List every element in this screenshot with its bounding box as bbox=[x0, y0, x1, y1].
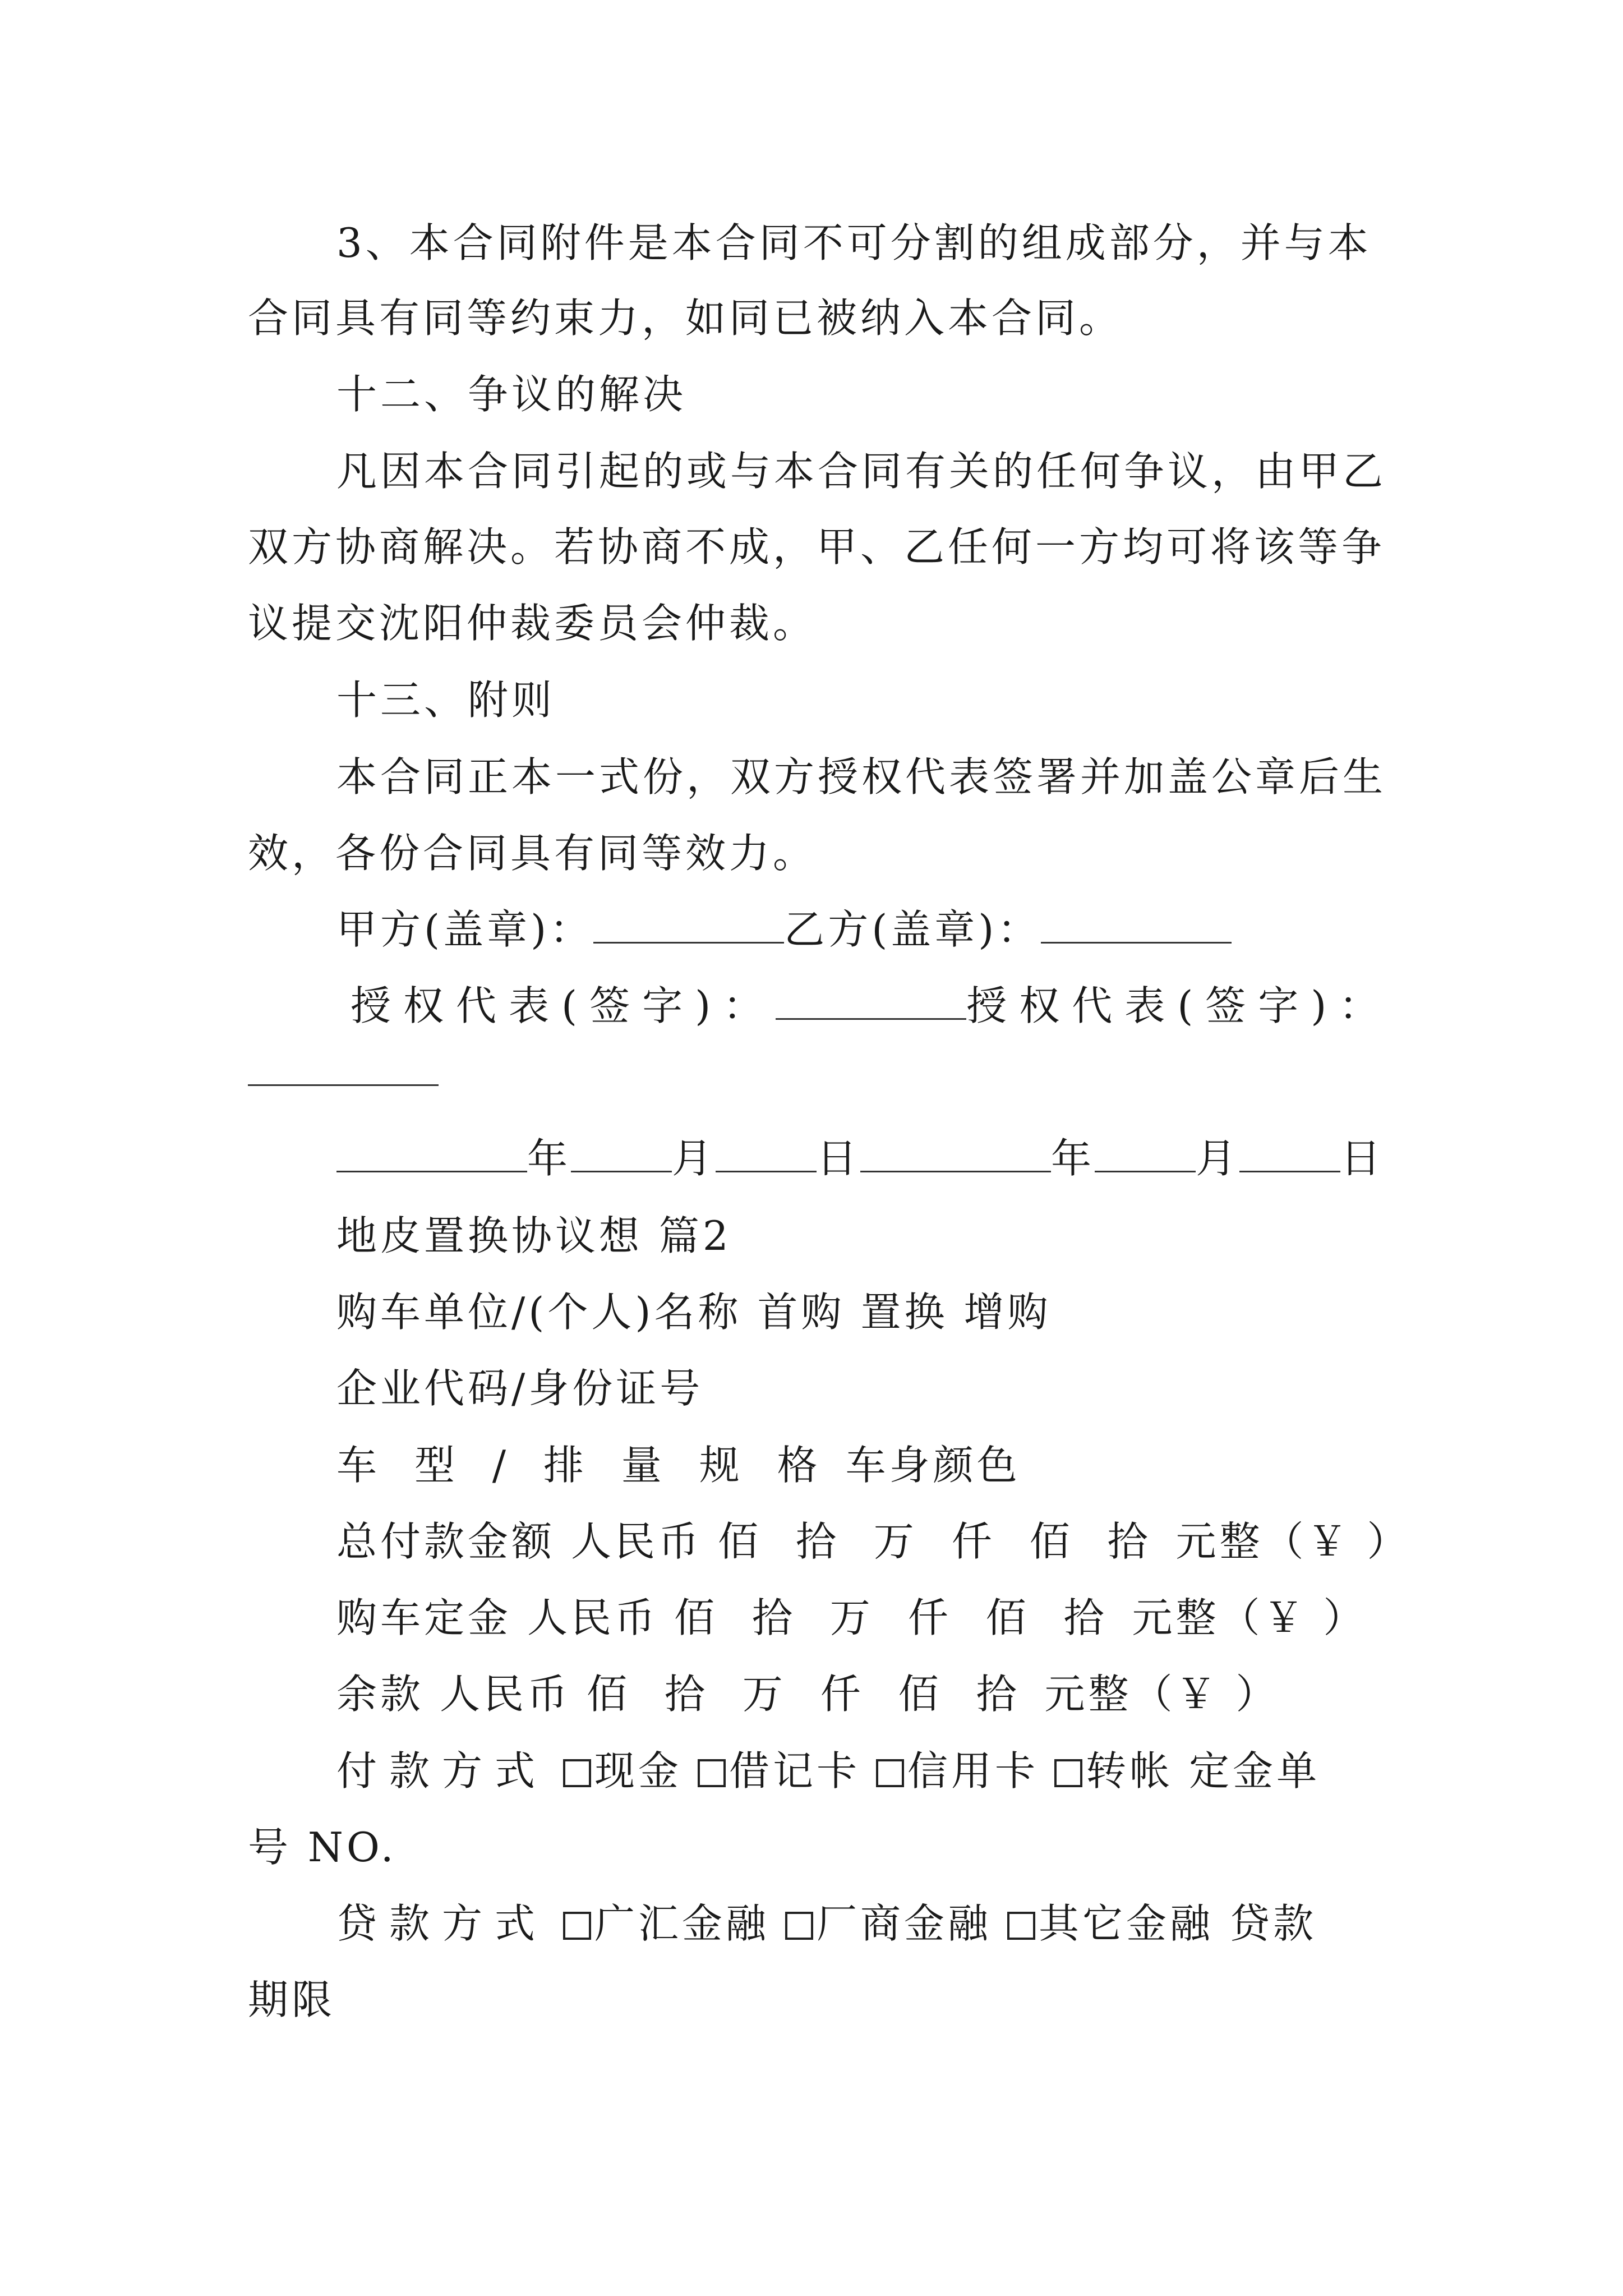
signature-line bbox=[351, 981, 1391, 1031]
paragraph-line: 凡因本合同引起的或与本合同有关的任何争议，由甲乙 bbox=[336, 448, 1387, 495]
date-a-month-blank[interactable] bbox=[571, 1136, 672, 1172]
day-label: 日 bbox=[817, 1135, 861, 1182]
party-b-seal-label: 乙方(盖章)： bbox=[784, 906, 1041, 953]
amount-units: 佰 拾 万 仟 佰 拾 bbox=[587, 1671, 1029, 1718]
rep-sign-b-blank[interactable] bbox=[248, 1050, 439, 1086]
form-row-payment bbox=[336, 1746, 1320, 1796]
transfer-label: 转帐 bbox=[1086, 1747, 1174, 1795]
payment-method-label: 付款方式 bbox=[336, 1747, 548, 1795]
credit-card-checkbox[interactable] bbox=[876, 1759, 904, 1787]
party-a-seal-label: 甲方(盖章)： bbox=[336, 906, 594, 953]
gh-finance-checkbox[interactable] bbox=[563, 1912, 591, 1940]
amount-units: 佰 拾 万 仟 佰 拾 bbox=[674, 1594, 1117, 1641]
paragraph-line: 议提交沈阳仲裁委员会仲裁。 bbox=[248, 600, 817, 647]
rep-sign-a-blank[interactable] bbox=[776, 983, 966, 1020]
total-amount-label: 总付款金额 bbox=[336, 1518, 556, 1565]
rmb-label: 人民币 bbox=[527, 1594, 659, 1641]
month-label: 月 bbox=[1196, 1135, 1240, 1182]
form-row-loan bbox=[336, 1898, 1317, 1949]
paragraph-line: 效，各份合同具有同等效力。 bbox=[248, 830, 817, 877]
date-b-month-blank[interactable] bbox=[1095, 1136, 1196, 1172]
date-a-year-blank[interactable] bbox=[336, 1136, 527, 1172]
rep-sign-b-label: 授权代表(签字)： bbox=[966, 982, 1392, 1029]
paragraph-line: 3、本合同附件是本合同不可分割的组成部分，并与本 bbox=[336, 219, 1372, 266]
rep-sign-a-label: 授权代表(签字)： bbox=[351, 982, 776, 1029]
seal-line bbox=[336, 904, 1232, 955]
date-b-day-blank[interactable] bbox=[1239, 1136, 1340, 1172]
form-row-balance bbox=[336, 1669, 1279, 1719]
body-color-label: 车身颜色 bbox=[845, 1442, 1021, 1489]
yuan-whole-label: 元整（￥ ） bbox=[1132, 1594, 1367, 1641]
cash-label: 现金 bbox=[594, 1747, 683, 1795]
form-row-id: 企业代码/身份证号 bbox=[336, 1365, 704, 1412]
paragraph-line: 双方协商解决。若协商不成，甲、乙任何一方均可将该等争 bbox=[248, 523, 1386, 570]
balance-label: 余款 bbox=[336, 1671, 425, 1718]
rmb-label: 人民币 bbox=[440, 1671, 571, 1718]
form-row-vehicle bbox=[336, 1440, 1021, 1490]
buyer-name-label: 购车单位/(个人)名称 bbox=[336, 1289, 742, 1336]
paragraph-line: 合同具有同等约束力，如同已被纳入本合同。 bbox=[248, 295, 1123, 342]
debit-card-checkbox[interactable] bbox=[698, 1759, 726, 1787]
date-line bbox=[336, 1133, 1384, 1184]
form-row-deposit bbox=[336, 1593, 1367, 1643]
loan-method-label: 贷款方式 bbox=[336, 1900, 548, 1947]
paragraph-line: 本合同正本一式份，双方授权代表签署并加盖公章后生 bbox=[336, 753, 1387, 800]
first-purchase-option[interactable]: 首购 bbox=[757, 1289, 845, 1336]
vehicle-spec-label: 车 型 / 排 量 规 格 bbox=[336, 1442, 830, 1489]
date-b-year-blank[interactable] bbox=[860, 1136, 1051, 1172]
year-label: 年 bbox=[1051, 1135, 1095, 1182]
additional-purchase-option[interactable]: 增购 bbox=[963, 1289, 1052, 1336]
section-title: 地皮置换协议想 篇2 bbox=[336, 1212, 732, 1259]
form-row-total bbox=[336, 1516, 1410, 1567]
rmb-label: 人民币 bbox=[571, 1518, 703, 1565]
gh-finance-label: 广汇金融 bbox=[594, 1900, 770, 1947]
yuan-whole-label: 元整（￥ ） bbox=[1044, 1671, 1280, 1718]
month-label: 月 bbox=[672, 1135, 716, 1182]
transfer-checkbox[interactable] bbox=[1054, 1759, 1082, 1787]
date-a-day-blank[interactable] bbox=[716, 1136, 817, 1172]
deposit-number-continuation: 号 NO. bbox=[248, 1824, 397, 1871]
debit-card-label: 借记卡 bbox=[729, 1747, 861, 1795]
loan-term-label: 贷款 bbox=[1229, 1900, 1317, 1947]
deposit-label: 购车定金 bbox=[336, 1594, 512, 1641]
party-b-seal-blank[interactable] bbox=[1041, 907, 1232, 944]
credit-card-label: 信用卡 bbox=[907, 1747, 1039, 1795]
year-label: 年 bbox=[527, 1135, 571, 1182]
other-finance-label: 其它金融 bbox=[1039, 1900, 1214, 1947]
amount-units: 佰 拾 万 仟 佰 拾 bbox=[718, 1518, 1160, 1565]
maker-finance-checkbox[interactable] bbox=[785, 1912, 813, 1940]
cash-checkbox[interactable] bbox=[563, 1759, 591, 1787]
section-heading: 十二、争议的解决 bbox=[336, 371, 687, 418]
party-a-seal-blank[interactable] bbox=[593, 907, 784, 944]
section-heading: 十三、附则 bbox=[336, 677, 556, 724]
replacement-option[interactable]: 置换 bbox=[860, 1289, 948, 1336]
signature-continuation bbox=[248, 1047, 439, 1097]
loan-term-continuation: 期限 bbox=[248, 1976, 336, 2023]
maker-finance-label: 厂商金融 bbox=[817, 1900, 992, 1947]
yuan-whole-label: 元整（￥ ） bbox=[1175, 1518, 1411, 1565]
form-row-buyer bbox=[336, 1287, 1052, 1337]
other-finance-checkbox[interactable] bbox=[1007, 1912, 1035, 1940]
deposit-number-label: 定金单 bbox=[1189, 1747, 1321, 1795]
day-label: 日 bbox=[1340, 1135, 1385, 1182]
